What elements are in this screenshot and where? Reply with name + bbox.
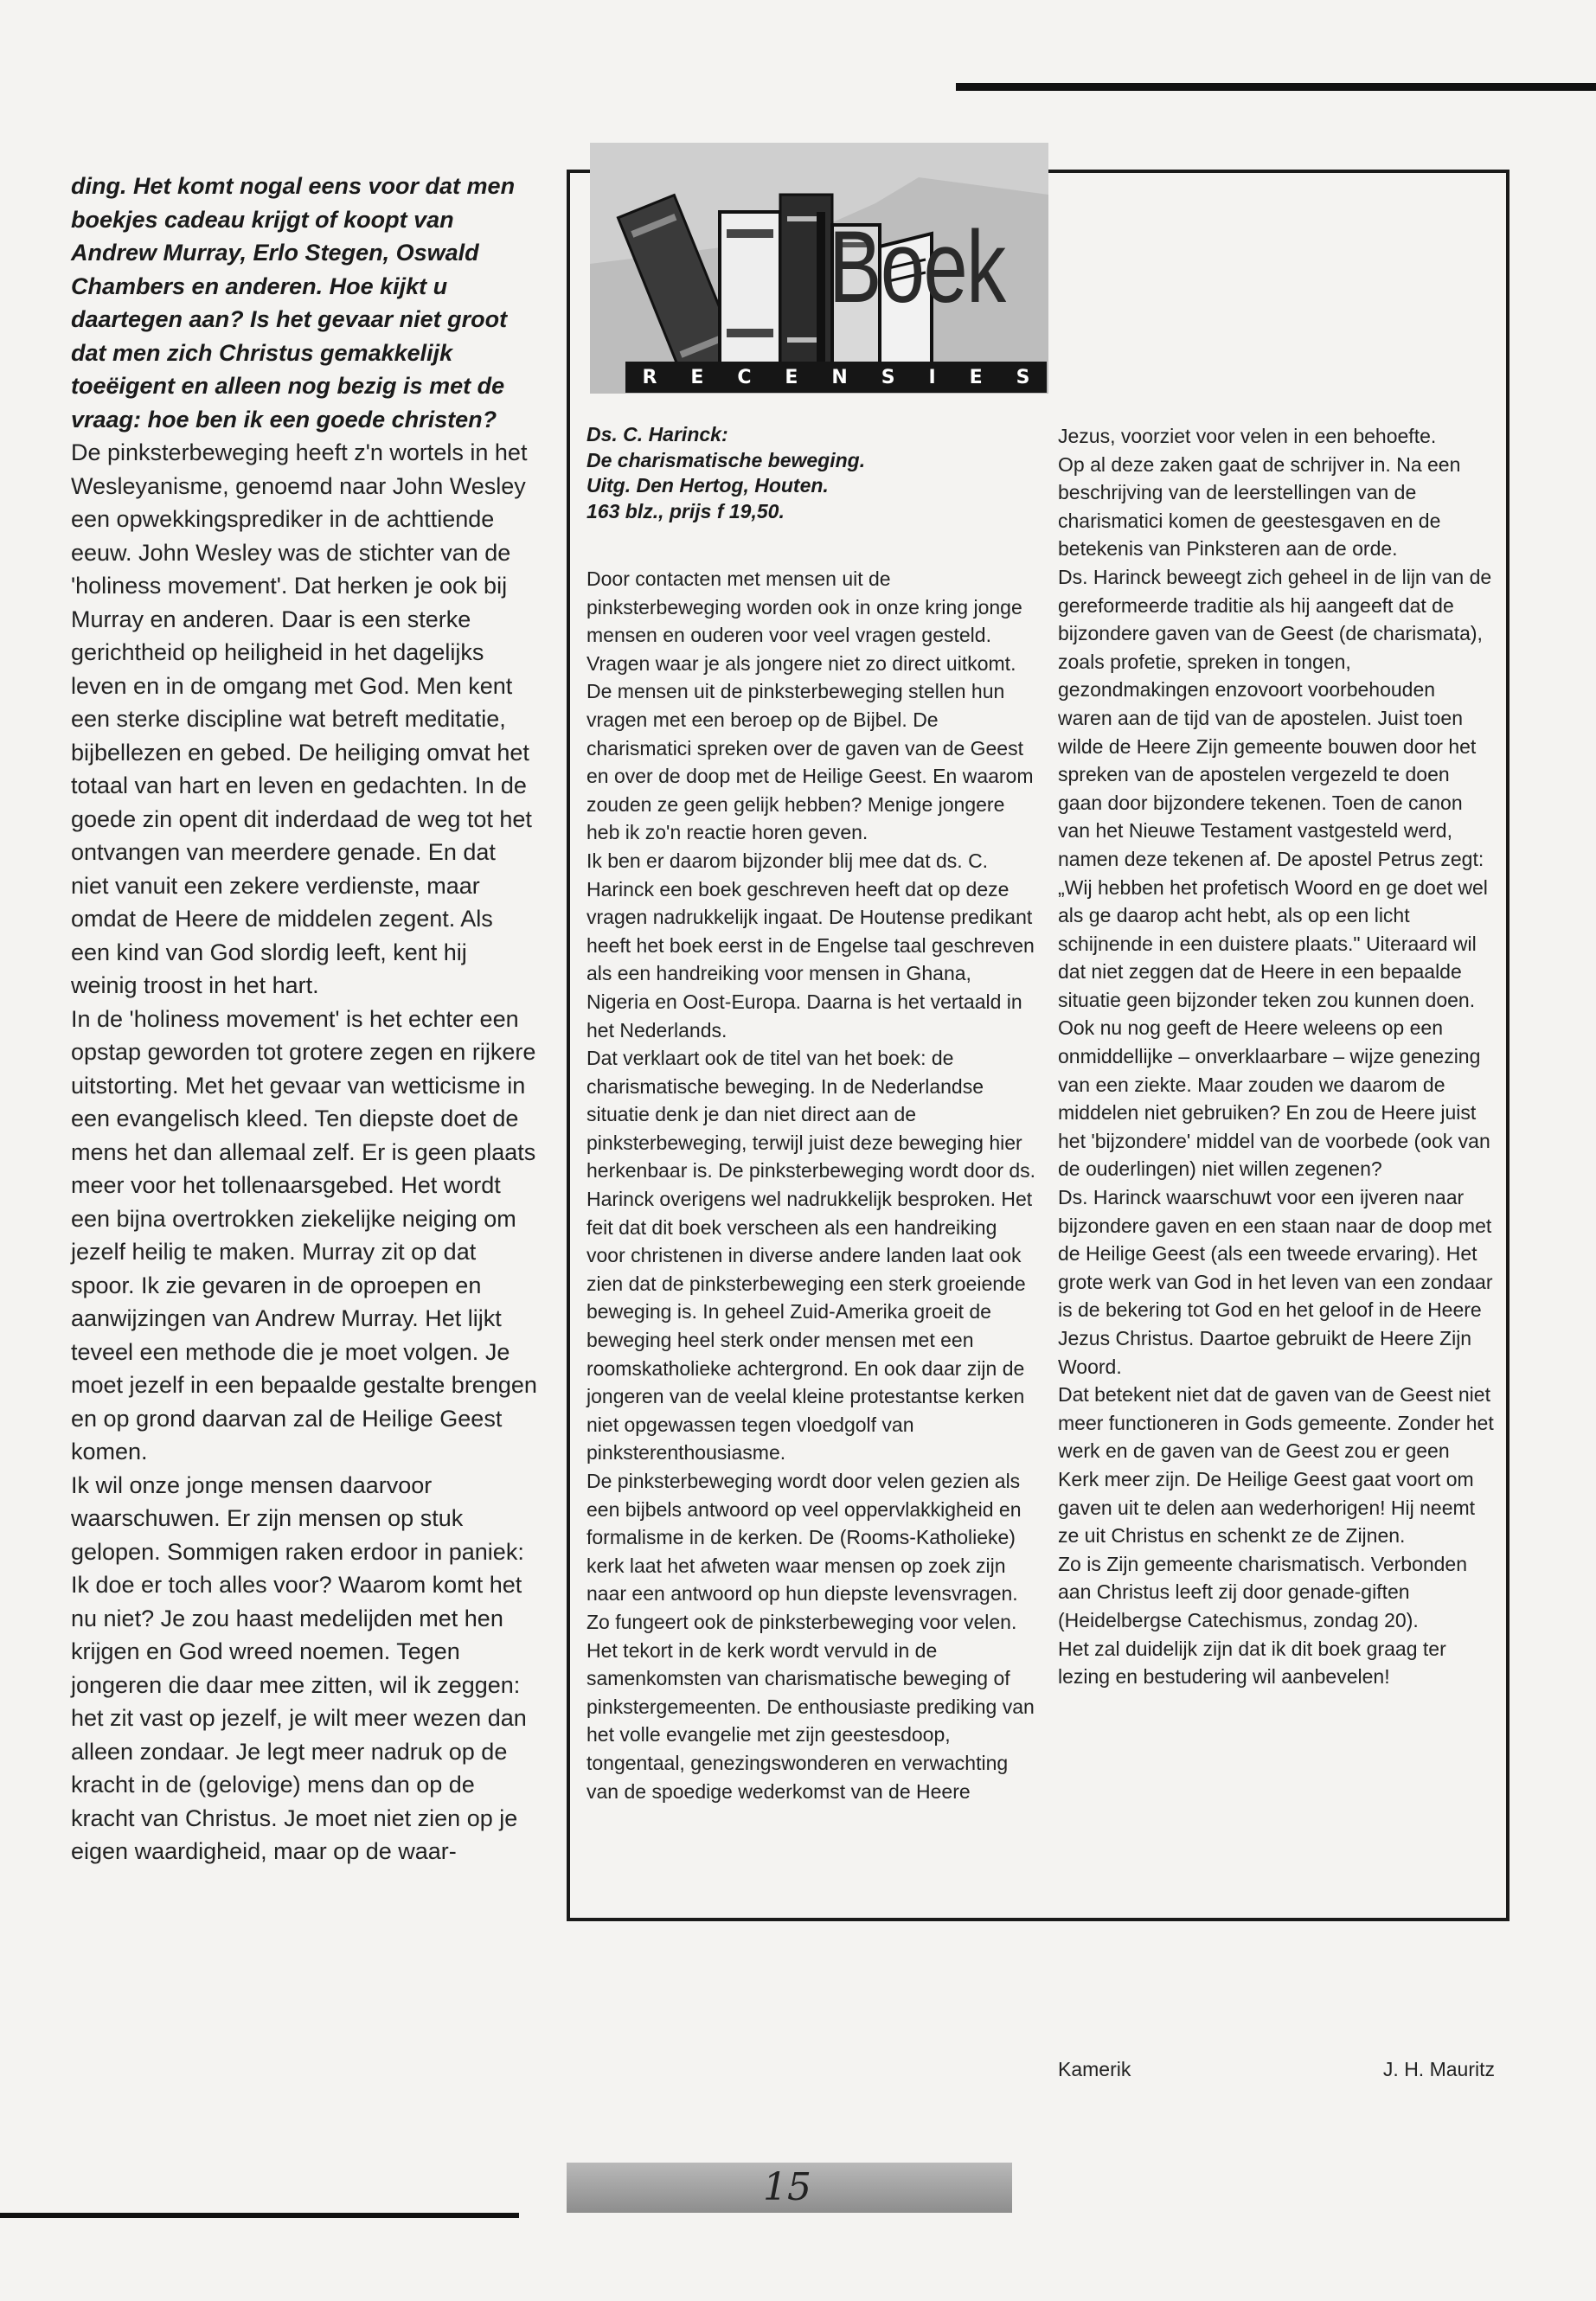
recensies-banner: [625, 362, 1047, 393]
recensies-letter: I: [928, 366, 936, 388]
recensies-letter: C: [737, 366, 752, 388]
review-right-column: [1058, 422, 1495, 1691]
book-title: De charismatische beweging.: [586, 448, 866, 471]
left-paragraph: De pinksterbeweging heeft z'n wortels in het Wesleyanisme, genoemd naar John Wesley een opwekkingsprediker in de achttiende eeuw. John Wesley was de stichter van de 'holiness movement'. Dat herken je ook bij Murray en anderen. Daar is een sterke gerichtheid op heiligheid in het dagelijks leven en in de omgang met God. Men kent een sterke discipline wat betreft meditatie, bijbellezen en gebed. De heiliging omvat het totaal van hart en leven en gedachten. In de goede zin opent dit inderdaad de weg tot het ontvangen van meerdere genade. En dat niet vanuit een zekere verdienste, maar omdat de Heere de middelen zegent. Als een kind van God slordig leeft, kent hij weinig troost in het hart.: [71, 439, 532, 998]
page-number: 15: [763, 2165, 811, 2209]
recensies-letter: E: [785, 366, 798, 388]
top-rule: [956, 83, 1596, 91]
review-paragraph: Dat betekent niet dat de gaven van de Geest niet meer functioneren in Gods gemeente. Zonder het werk en de gaven van de Geest zou er geen Kerk meer zijn. De Heilige Geest gaat voort om gaven uit te delen aan wederhorigen! Hij neemt ze uit Christus en schenkt ze de Zijnen.: [1058, 1383, 1494, 1548]
review-paragraph: Ds. Harinck waarschuwt voor een ijveren naar bijzondere gaven en een staan naar de doop met de Heilige Geest (als een tweede ervaring). Het grote werk van God in het leven van een zondaar is de bekering tot God en het geloof in de Heere Jezus Christus. Daartoe gebruikt de Heere Zijn Woord.: [1058, 1186, 1493, 1378]
left-paragraph: In de 'holiness movement' is het echter een opstap geworden tot grotere zegen en rijkere uitstorting. Met het gevaar van wetticisme in een evangelisch kleed. Ten diepste doet de mens het dan allemaal zelf. Er is geen plaats meer voor het tollenaarsgebed. Het wordt een bijna overtrokken ziekelijke neiging om jezelf heilig te maken. Murray zit op dat spoor. Ik zie gevaren in de oproepen en aanwijzingen van Andrew Murray. Het lijkt teveel een methode die je moet volgen. Je moet jezelf in een bepaalde gestalte brengen en op grond daarvan zal de Heilige Geest komen.: [71, 1005, 537, 1465]
review-paragraph: Ik ben er daarom bijzonder blij mee dat ds. C. Harinck een boek geschreven heeft dat op deze vragen nadrukkelijk ingaat. De Houtense predikant heeft het boek eerst in de Engelse taal geschreven als een handreiking voor mensen in Ghana, Nigeria en Oost-Europa. Daarna is het vertaald in het Nederlands.: [586, 849, 1035, 1042]
bottom-rule: [0, 2213, 519, 2218]
review-paragraph: De pinksterbeweging wordt door velen gezien als een bijbels antwoord op veel oppervlakkigheid en formalisme in de kerken. De (Rooms-Katholieke) kerk laat het afweten waar mensen op zoek zijn naar een antwoord op hun diepste levensvragen. Zo fungeert ook de pinksterbeweging voor velen. Het tekort in de kerk wordt vervuld in de samenkomsten van charismatische beweging of pinkstergemeenten. De enthousiaste prediking van het volle evangelie met zijn geestesdoop, tongentaal, genezingswonderen en verwachting van de spoedige wederkomst van de Heere: [586, 1470, 1035, 1803]
review-signature: [1058, 2056, 1495, 2082]
recensies-letter: R: [642, 366, 657, 388]
book-details: 163 blz., prijs f 19,50.: [586, 499, 785, 522]
recensies-letter: E: [690, 366, 704, 388]
review-paragraph: Ds. Harinck beweegt zich geheel in de lijn van de gereformeerde traditie als hij aangeeft dat de bijzondere gaven van de Geest (de charismata), zoals profetie, spreken in tongen, gezondmakingen enzovoort voorbehouden waren aan de tijd van de apostelen. Juist toen wilde de Heere Zijn gemeente bouwen door het spreken van de apostelen vergezeld te doen gaan door bijzondere tekenen. Toen de canon van het Nieuwe Testament vastgesteld werd, namen deze tekenen af. De apostel Petrus zegt: „Wij hebben het profetisch Woord en ge doet wel als ge daarop acht hebt, als op een licht schijnende in een duistere plaats." Uiteraard wil dat niet zeggen dat de Heere in een bepaalde situatie geen bijzonder teken zou kunnen doen. Ook nu nog geeft de Heere weleens op een onmiddellijke – onverklaarbare – wijze genezing van een ziekte. Maar zouden we daarom de middelen niet gebruiken? En zou de Heere juist het 'bijzondere' middel van de voorbede (ook van de ouderlingen) niet willen zegenen?: [1058, 565, 1492, 1181]
recensies-letter: S: [1016, 366, 1030, 388]
left-column: [71, 170, 538, 1868]
review-paragraph: Door contacten met mensen uit de pinksterbeweging worden ook in onze kring jonge mensen en ouderen voor veel vragen gesteld. Vragen waar je als jongere niet zo direct uitkomt. De mensen uit de pinksterbeweging stellen hun vragen met een beroep op de Bijbel. De charismatici spreken over de gaven van de Geest en over de doop met de Heilige Geest. En waarom zouden ze geen gelijk hebben? Menige jongere heb ik zo'n reactie horen geven.: [586, 567, 1034, 844]
review-paragraph: Zo is Zijn gemeente charismatisch. Verbonden aan Christus leeft zij door genade-giften (Heidelbergse Catechismus, zondag 20).: [1058, 1552, 1468, 1631]
review-paragraph: Dat verklaart ook de titel van het boek: de charismatische beweging. In de Nederlandse situatie denk je dan niet direct aan de pinksterbeweging, terwijl juist deze beweging hier herkenbaar is. De pinksterbeweging wordt door ds. Harinck overigens wel nadrukkelijk besproken. Het feit dat dit boek verscheen als een handreiking voor christenen in diverse andere landen laat ook zien dat de pinksterbeweging een sterk groeiende beweging is. In geheel Zuid-Amerika groeit de beweging heel sterk onder mensen met een roomskatholieke achtergrond. En ook daar zijn de jongeren van de veelal kleine protestantse kerken niet opgewassen tegen vloedgolf van pinksterenthousiasme.: [586, 1047, 1036, 1465]
recensies-letter: E: [969, 366, 983, 388]
review-paragraph: Op al deze zaken gaat de schrijver in. Na een beschrijving van de leerstellingen van de charismatici komen de geestesgaven en de betekenis van Pinksteren aan de orde.: [1058, 452, 1461, 561]
book-metadata: [586, 422, 1036, 524]
interview-question: ding. Het komt nogal eens voor dat men boekjes cadeau krijgt of koopt van Andrew Murray, Erlo Stegen, Oswald Chambers en anderen. Hoe kijkt u daartegen aan? Is het gevaar niet groot dat men zich Christus gemakkelijk toeëigent en alleen nog bezig is met de vraag: hoe ben ik een goede christen?: [71, 173, 516, 433]
book-author: Ds. C. Harinck:: [586, 423, 728, 445]
left-paragraph: Ik wil onze jonge mensen daarvoor waarschuwen. Er zijn mensen op stuk gelopen. Sommigen raken erdoor in paniek: Ik doe er toch alles voor? Waarom komt het nu niet? Je zou haast medelijden met hen krijgen en God wreed noemen. Tegen jongeren die daar mee zitten, wil ik zeggen: het zit vast op jezelf, je wilt meer wezen dan alleen zondaar. Je legt meer nadruk op de kracht in de (gelovige) mens dan op de kracht van Christus. Je moet niet zien op je eigen waardigheid, maar op de waar-: [71, 1471, 527, 1864]
book-publisher: Uitg. Den Hertog, Houten.: [586, 474, 829, 497]
review-paragraph: Het zal duidelijk zijn dat ik dit boek graag ter lezing en bestudering wil aanbevelen!: [1058, 1637, 1446, 1689]
left-body: [71, 436, 538, 1868]
signature-place: Kamerik: [1058, 2058, 1131, 2080]
review-paragraph: Jezus, voorziet voor velen in een behoefte.: [1058, 425, 1437, 447]
recensies-letter: N: [831, 366, 848, 388]
review-middle-column: [586, 565, 1036, 1805]
signature-reviewer: J. H. Mauritz: [1382, 2058, 1495, 2080]
boek-logo-word: Boek: [829, 210, 1005, 324]
recensies-letter: S: [881, 366, 895, 388]
